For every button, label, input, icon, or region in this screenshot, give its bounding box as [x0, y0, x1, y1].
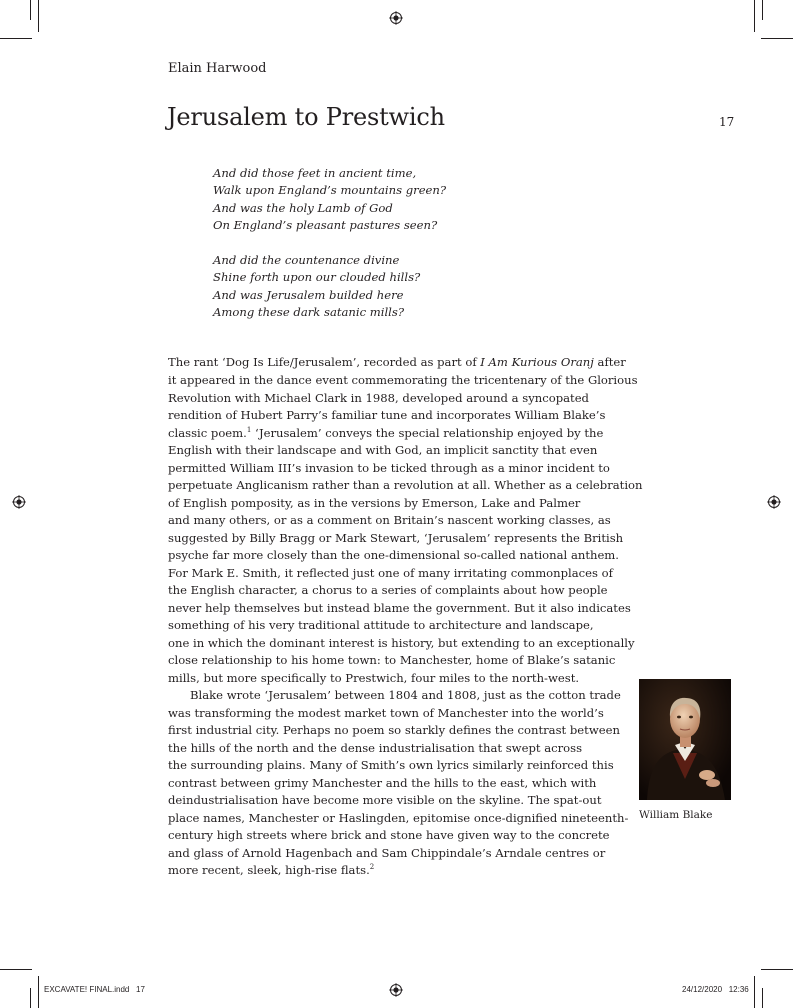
body-line: suggested by Billy Bragg or Mark Stewart, ‘Jerusalem’ represents the British: [168, 531, 624, 545]
body-line: first industrial city. Perhaps no poem so starkly defines the contrast between: [168, 723, 620, 737]
poem-stanza-2: [213, 252, 420, 322]
body-line: contrast between grimy Manchester and the hills to the east, which with: [168, 776, 597, 790]
body-line: one in which the dominant interest is history, but extending to an exceptionally: [168, 636, 635, 650]
body-line: [168, 863, 374, 877]
crop-mark: [754, 0, 755, 32]
body-line: and glass of Arnold Hagenbach and Sam Chippindale’s Arndale centres or: [168, 846, 606, 860]
poem-line: And did the countenance divine: [213, 253, 400, 267]
poem-line: And was the holy Lamb of God: [213, 200, 393, 215]
running-head-author: Elain Harwood: [168, 61, 267, 76]
body-line: For Mark E. Smith, it reflected just one of many irritating commonplaces of: [168, 566, 613, 580]
body-line: century high streets where brick and stone have given way to the concrete: [168, 828, 610, 842]
body-line: of English pomposity, as in the versions by Emerson, Lake and Palmer: [168, 496, 581, 510]
portrait-illustration: [639, 679, 731, 800]
body-line: deindustrialisation have become more visible on the skyline. The spat-out: [168, 793, 602, 807]
body-line: place names, Manchester or Haslingden, epitomise once-dignified nineteenth-: [168, 811, 629, 825]
body-line: rendition of Hubert Parry’s familiar tune and incorporates William Blake’s: [168, 408, 606, 422]
portrait-image: [639, 679, 731, 800]
body-line: something of his very traditional attitude to architecture and landscape,: [168, 618, 594, 632]
poem-line: And was Jerusalem builded here: [213, 287, 404, 302]
figure-caption: William Blake: [639, 809, 713, 821]
body-line: close relationship to his home town: to Manchester, home of Blake’s satanic: [168, 653, 616, 667]
crop-mark: [0, 38, 32, 39]
crop-mark: [754, 976, 755, 1008]
body-line: English with their landscape and with God, an implicit sanctity that even: [168, 443, 598, 457]
body-line: [168, 426, 603, 440]
crop-mark: [30, 988, 31, 1008]
crop-mark: [0, 969, 32, 970]
poem-line: Walk upon England’s mountains green?: [213, 183, 447, 198]
registration-mark-icon: [12, 495, 26, 509]
footnote-ref: 1: [246, 426, 252, 434]
poem-line: And did those feet in ancient time,: [213, 166, 417, 180]
footnote-ref: 2: [369, 863, 375, 871]
album-title: I Am Kurious Oranj: [480, 355, 594, 369]
body-line: and many others, or as a comment on Britain’s nascent working classes, as: [168, 513, 611, 527]
slug-datetime: 24/12/2020 12:36: [682, 985, 749, 994]
body-text-run: more recent, sleek, high-rise flats.: [168, 863, 370, 877]
body-line: never help themselves but instead blame the government. But it also indicates: [168, 601, 631, 615]
crop-mark: [38, 976, 39, 1008]
crop-mark: [38, 0, 39, 32]
body-text-run: The rant ‘Dog Is Life/Jerusalem’, recorded as part of: [168, 355, 481, 369]
poem-line: On England’s pleasant pastures seen?: [213, 218, 438, 233]
slug-file-info: EXCAVATE! FINAL.indd 17: [44, 985, 145, 994]
body-text-run: ‘Jerusalem’ conveys the special relationship enjoyed by the: [251, 426, 604, 440]
body-line: Blake wrote ‘Jerusalem’ between 1804 and 1808, just as the cotton trade: [190, 688, 621, 702]
poem-line: Shine forth upon our clouded hills?: [213, 270, 421, 285]
crop-mark: [762, 988, 763, 1008]
body-line: the hills of the north and the dense industrialisation that swept across: [168, 741, 583, 755]
poem-stanza-1: [213, 165, 446, 235]
registration-mark-icon: [389, 11, 403, 25]
crop-mark: [762, 0, 763, 20]
body-line: the English character, a chorus to a series of complaints about how people: [168, 583, 608, 597]
registration-mark-icon: [767, 495, 781, 509]
registration-mark-icon: [389, 983, 403, 997]
body-text-run: after: [593, 355, 626, 369]
body-line: permitted William III’s invasion to be ticked through as a minor incident to: [168, 461, 610, 475]
crop-mark: [30, 0, 31, 20]
body-line: it appeared in the dance event commemorating the tricentenary of the Glorious: [168, 373, 638, 387]
crop-mark: [761, 38, 793, 39]
body-line: [168, 355, 626, 369]
body-text-run: classic poem.: [168, 426, 247, 440]
page-number: 17: [719, 115, 735, 129]
body-line: Revolution with Michael Clark in 1988, developed around a syncopated: [168, 391, 589, 405]
body-line: psyche far more closely than the one-dimensional so-called national anthem.: [168, 548, 619, 562]
body-line: perpetuate Anglicanism rather than a revolution at all. Whether as a celebration: [168, 478, 643, 492]
body-line: was transforming the modest market town of Manchester into the world’s: [168, 706, 604, 720]
chapter-title: Jerusalem to Prestwich: [167, 103, 445, 131]
poem-line: Among these dark satanic mills?: [213, 305, 405, 320]
crop-mark: [761, 969, 793, 970]
body-line: mills, but more specifically to Prestwich, four miles to the north-west.: [168, 671, 580, 685]
body-line: the surrounding plains. Many of Smith’s own lyrics similarly reinforced this: [168, 758, 614, 772]
